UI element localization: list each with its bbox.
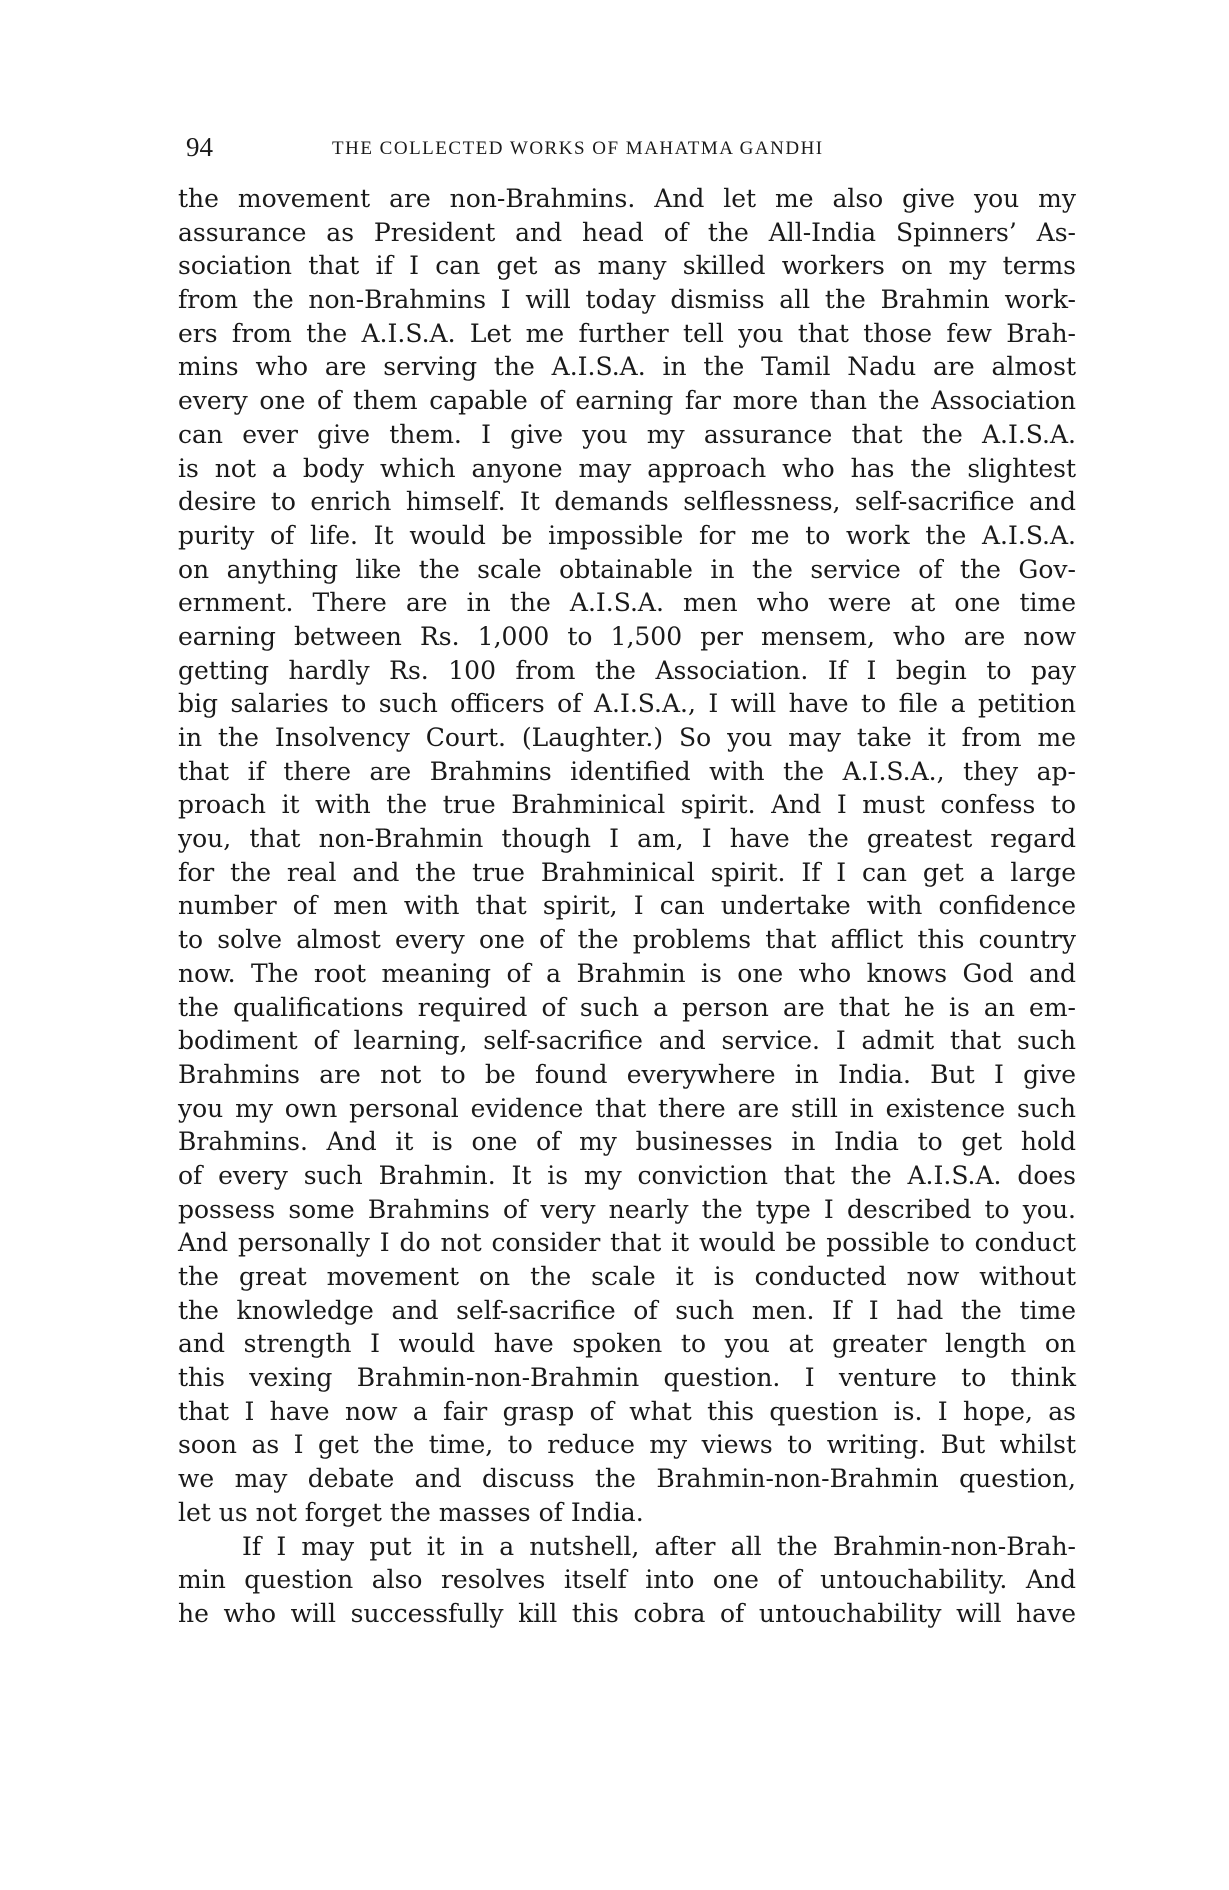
text-line: in the Insolvency Court. (Laughter.) So you may take it from me <box>178 723 1076 752</box>
paragraph <box>178 182 1076 1530</box>
text-line: number of men with that spirit, I can undertake with confidence <box>178 891 1076 921</box>
watermark: CWMG XXXV <box>98 453 264 1480</box>
running-header <box>186 132 1066 166</box>
text-line: this vexing Brahmin-non-Brahmin question. I venture to think <box>178 1363 1076 1393</box>
text-line: getting hardly Rs. 100 from the Association. If I begin to pay <box>178 655 1076 685</box>
text-line: mins who are serving the A.I.S.A. in the Tamil Nadu are almost <box>178 352 1076 382</box>
text-line: bodiment of learning, self-sacrifice and service. I admit that such <box>178 1026 1076 1056</box>
text-line: is not a body which anyone may approach who has the slightest <box>178 453 1076 483</box>
text-line: assurance as President and head of the All-India Spinners’ As- <box>178 217 1076 247</box>
page-number: 94 <box>186 132 213 162</box>
text-line: soon as I get the time, to reduce my views to writing. But whilst <box>178 1430 1076 1460</box>
text-line: sociation that if I can get as many skilled workers on my terms <box>178 251 1076 281</box>
text-line: from the non-Brahmins I will today dismiss all the Brahmin work- <box>178 285 1076 315</box>
text-line: Brahmins are not to be found everywhere in India. But I give <box>178 1059 1076 1089</box>
text-line: the qualifications required of such a person are that he is an em- <box>178 992 1076 1022</box>
text-line: that if there are Brahmins identified with the A.I.S.A., they ap- <box>178 756 1076 786</box>
text-line: And personally I do not consider that it would be possible to conduct <box>178 1228 1076 1258</box>
text-line: earning between Rs. 1,000 to 1,500 per mensem, who are now <box>178 621 1076 651</box>
paragraph <box>178 1530 1076 1631</box>
text-line: the knowledge and self-sacrifice of such men. If I had the time <box>178 1295 1076 1325</box>
text-line: the movement are non-Brahmins. And let me also give you my <box>178 184 1076 213</box>
text-line: the great movement on the scale it is conducted now without <box>178 1262 1076 1291</box>
running-title: THE COLLECTED WORKS OF MAHATMA GANDHI <box>332 138 824 159</box>
text-line: now. The root meaning of a Brahmin is one who knows God and <box>178 958 1076 988</box>
text-line: to solve almost every one of the problems that afflict this country <box>178 925 1076 955</box>
text-line: purity of life. It would be impossible for me to work the A.I.S.A. <box>178 520 1076 550</box>
text-line: you, that non-Brahmin though I am, I have the greatest regard <box>178 824 1076 854</box>
text-line: If I may put it in a nutshell, after all the Brahmin-non-Brah- <box>242 1531 1076 1561</box>
text-line: let us not forget the masses of India. <box>178 1497 644 1527</box>
text-line: ernment. There are in the A.I.S.A. men who were at one time <box>178 588 1076 618</box>
text-line: and strength I would have spoken to you at greater length on <box>178 1329 1076 1359</box>
text-line: he who will successfully kill this cobra of untouchability will have <box>178 1598 1076 1628</box>
text-line: ers from the A.I.S.A. Let me further tell you that those few Brah- <box>178 318 1076 348</box>
text-line: Brahmins. And it is one of my businesses in India to get hold <box>178 1127 1076 1157</box>
text-line: that I have now a fair grasp of what this question is. I hope, as <box>178 1396 1076 1426</box>
text-line: we may debate and discuss the Brahmin-non-Brahmin question, <box>178 1464 1076 1494</box>
text-line: min question also resolves itself into one of untouchability. And <box>178 1565 1076 1595</box>
text-line: possess some Brahmins of very nearly the type I described to you. <box>178 1194 1076 1224</box>
text-line: proach it with the true Brahminical spirit. And I must confess to <box>178 790 1076 820</box>
body-text <box>178 182 1076 1631</box>
text-line: desire to enrich himself. It demands selflessness, self-sacrifice and <box>178 487 1076 517</box>
text-line: of every such Brahmin. It is my conviction that the A.I.S.A. does <box>178 1160 1076 1190</box>
text-line: for the real and the true Brahminical spirit. If I can get a large <box>178 857 1076 887</box>
text-line: big salaries to such officers of A.I.S.A., I will have to file a petition <box>178 689 1076 719</box>
text-line: on anything like the scale obtainable in the service of the Gov- <box>178 554 1076 584</box>
text-line: you my own personal evidence that there are still in existence such <box>178 1093 1076 1123</box>
text-line: can ever give them. I give you my assurance that the A.I.S.A. <box>178 419 1076 449</box>
text-line: every one of them capable of earning far more than the Association <box>178 386 1076 416</box>
